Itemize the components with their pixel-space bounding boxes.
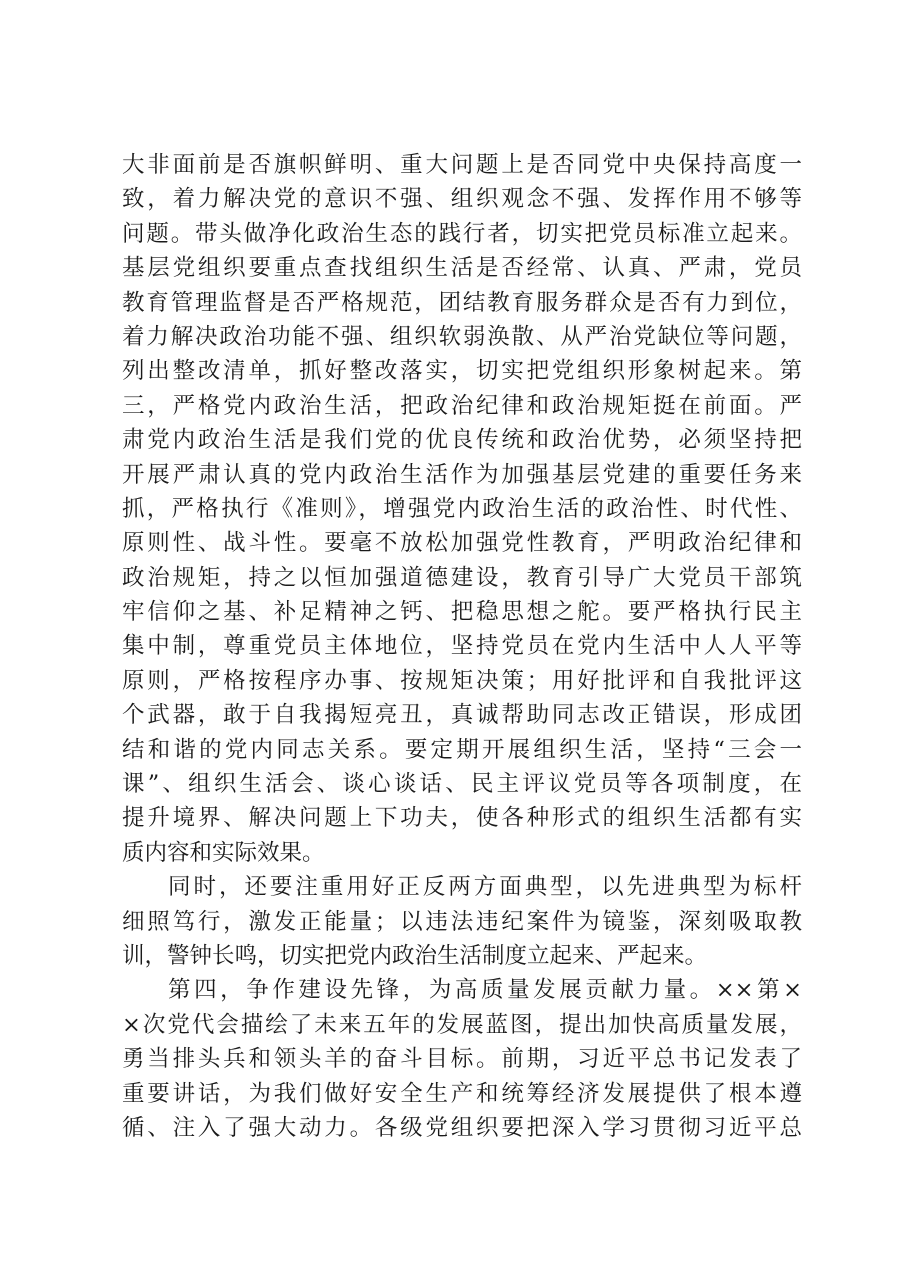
text-line: 训，警钟长鸣，切实把党内政治生活制度立起来、严起来。 bbox=[122, 942, 708, 969]
text-line: ×次党代会描绘了未来五年的发展蓝图，提出加快高质量发展， bbox=[122, 1011, 802, 1038]
text-line: 原则性、战斗性。要毫不放松加强党性教育，严明政治纪律和 bbox=[122, 530, 802, 557]
text-line: 抓，严格执行《准则》，增强党内政治生活的政治性、时代性、 bbox=[122, 495, 802, 522]
text-line: 个武器，敢于自我揭短亮丑，真诚帮助同志改正错误，形成团 bbox=[122, 702, 802, 729]
paragraph-1 bbox=[122, 148, 802, 870]
text-line: 循、注入了强大动力。各级党组织要把深入学习贯彻习近平总 bbox=[122, 1114, 802, 1141]
text-line: 勇当排头兵和领头羊的奋斗目标。前期，习近平总书记发表了 bbox=[122, 1046, 802, 1073]
text-line: 教育管理监督是否严格规范，团结教育服务群众是否有力到位， bbox=[122, 289, 802, 316]
text-line: 政治规矩，持之以恒加强道德建设，教育引导广大党员干部筑 bbox=[122, 564, 802, 591]
text-line: 牢信仰之基、补足精神之钙、把稳思想之舵。要严格执行民主 bbox=[122, 599, 802, 626]
text-line: 结和谐的党内同志关系。要定期开展组织生活，坚持“三会一 bbox=[122, 736, 802, 763]
text-line: 课”、组织生活会、谈心谈话、民主评议党员等各项制度，在 bbox=[122, 771, 802, 798]
text-line: 第四，争作建设先锋，为高质量发展贡献力量。××第× bbox=[168, 977, 802, 1004]
text-line: 开展严肃认真的党内政治生活作为加强基层党建的重要任务来 bbox=[122, 461, 802, 488]
text-line: 问题。带头做净化政治生态的践行者，切实把党员标准立起来。 bbox=[122, 220, 802, 247]
text-line: 大非面前是否旗帜鲜明、重大问题上是否同党中央保持高度一 bbox=[122, 152, 802, 178]
paragraph-3 bbox=[122, 973, 802, 1145]
text-line: 提升境界、解决问题上下功夫，使各种形式的组织生活都有实 bbox=[122, 805, 802, 832]
text-line: 基层党组织要重点查找组织生活是否经常、认真、严肃，党员 bbox=[122, 255, 802, 282]
text-line: 原则，严格按程序办事、按规矩决策；用好批评和自我批评这 bbox=[122, 667, 802, 694]
text-line: 细照笃行，激发正能量；以违法违纪案件为镜鉴，深刻吸取教 bbox=[122, 908, 802, 935]
document-body bbox=[122, 148, 802, 1145]
text-line: 集中制，尊重党员主体地位，坚持党员在党内生活中人人平等 bbox=[122, 633, 802, 660]
text-line: 着力解决政治功能不强、组织软弱涣散、从严治党缺位等问题， bbox=[122, 323, 802, 350]
text-line: 同时，还要注重用好正反两方面典型，以先进典型为标杆 bbox=[168, 874, 802, 901]
text-line: 质内容和实际效果。 bbox=[122, 839, 325, 866]
paragraph-2 bbox=[122, 870, 802, 973]
text-line: 肃党内政治生活是我们党的优良传统和政治优势，必须坚持把 bbox=[122, 427, 802, 454]
text-line: 致，着力解决党的意识不强、组织观念不强、发挥作用不够等 bbox=[122, 186, 802, 213]
text-line: 列出整改清单，抓好整改落实，切实把党组织形象树起来。第 bbox=[122, 358, 802, 385]
text-line: 三，严格党内政治生活，把政治纪律和政治规矩挺在前面。严 bbox=[122, 392, 802, 419]
text-line: 重要讲话，为我们做好安全生产和统筹经济发展提供了根本遵 bbox=[122, 1080, 802, 1107]
